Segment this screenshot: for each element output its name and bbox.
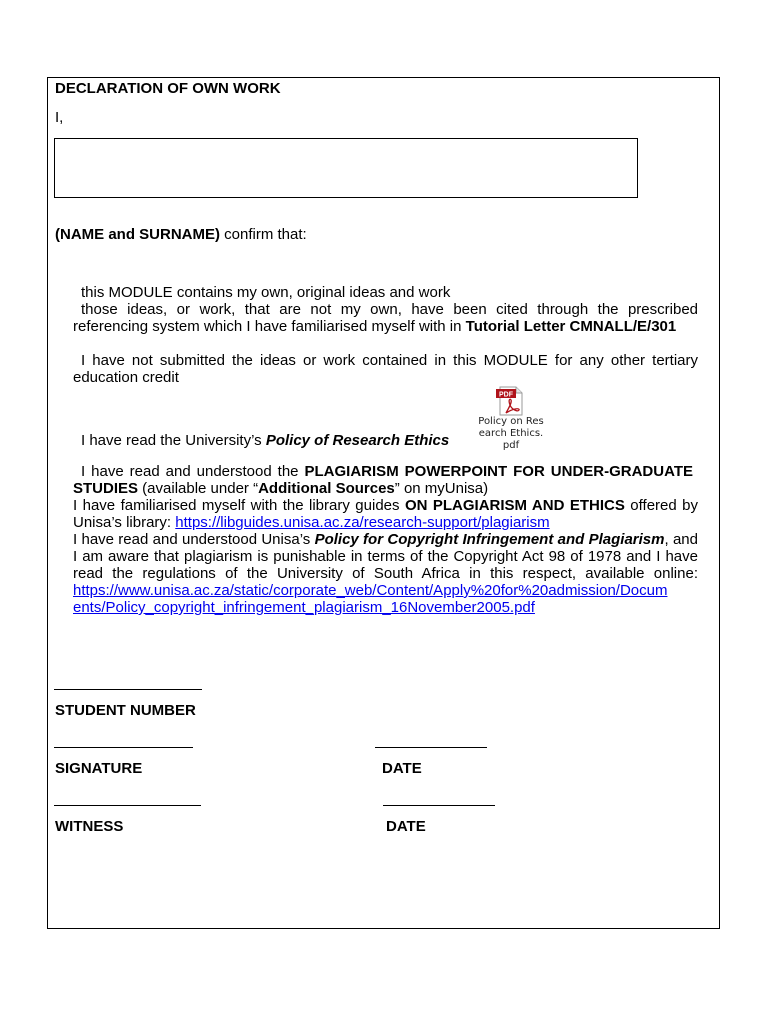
- signature-line[interactable]: [54, 747, 193, 748]
- signature-label: SIGNATURE: [55, 760, 143, 777]
- pdf-badge: PDF: [499, 391, 513, 399]
- date-label: DATE: [382, 760, 422, 777]
- name-label-line: [55, 226, 307, 243]
- list-item: I have familiarised myself with the library guides ON PLAGIARISM AND ETHICS offered by Unisa’s library: https://libguides.unisa.ac.za/research-support/plagiarism: [73, 497, 698, 531]
- policy-link-continued[interactable]: ents/Policy_copyright_infringement_plagiarism_16November2005.pdf: [73, 599, 535, 616]
- name-surname-label: (NAME and SURNAME): [55, 226, 220, 243]
- witness-label: WITNESS: [55, 818, 124, 835]
- list-item: I have not submitted the ideas or work contained in this MODULE for any other tertiary education credit: [73, 352, 698, 386]
- student-number-label: STUDENT NUMBER: [55, 702, 196, 719]
- confirm-text: confirm that:: [220, 226, 307, 243]
- attachment-caption[interactable]: Policy on Research Ethics.pdf: [478, 416, 544, 451]
- pdf-file-icon[interactable]: [494, 386, 526, 416]
- witness-date-line[interactable]: [383, 805, 495, 806]
- intro-i: I,: [55, 109, 64, 126]
- document-title: DECLARATION OF OWN WORK: [55, 80, 281, 97]
- list-item: I have read the University’s Policy of Research Ethics: [81, 432, 450, 449]
- list-item: those ideas, or work, that are not my own, have been cited through the prescribed referencing system which I have familiarised myself with in Tutorial Letter CMNALL/E/301: [73, 301, 698, 335]
- list-item: I have read and understood Unisa’s Policy for Copyright Infringement and Plagiarism, and I am aware that plagiarism is punishable in terms of the Copyright Act 98 of 1978 and I have read the regulations of the University of South Africa in this respect, available online: https://www.unisa.ac.za/static/corporate_web/Content/Apply%20for%20admission/Docum ents/Policy_copyright_infringement_plagiarism_16November2005.pdf: [73, 531, 698, 616]
- list-item: this MODULE contains my own, original ideas and work: [81, 284, 451, 301]
- witness-line[interactable]: [54, 805, 201, 806]
- list-item: I have read and understood the PLAGIARISM POWERPOINT FOR UNDER-GRADUATE STUDIES (available under “Additional Sources” on myUnisa): [73, 463, 693, 497]
- name-surname-field[interactable]: [54, 138, 638, 198]
- policy-link[interactable]: https://www.unisa.ac.za/static/corporate_web/Content/Apply%20for%20admission/Docum: [73, 582, 668, 599]
- libguides-link[interactable]: https://libguides.unisa.ac.za/research-support/plagiarism: [175, 514, 550, 531]
- date-line[interactable]: [375, 747, 487, 748]
- witness-date-label: DATE: [386, 818, 426, 835]
- student-number-line[interactable]: [54, 689, 202, 690]
